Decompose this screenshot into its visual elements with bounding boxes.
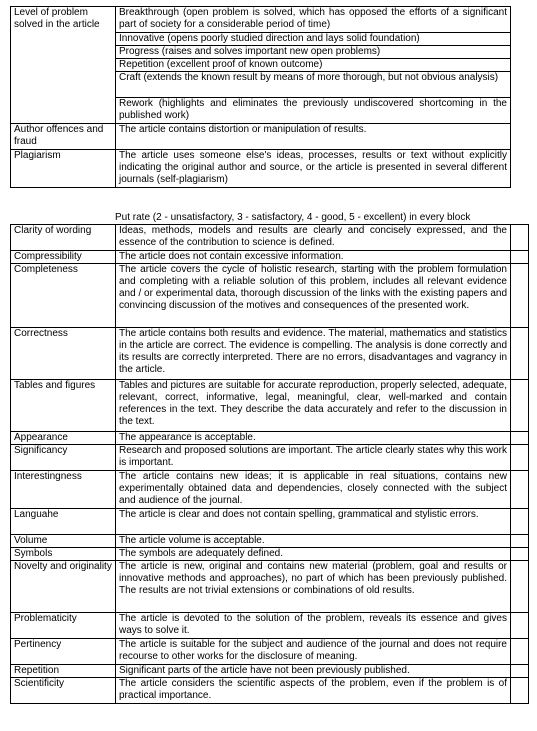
- criterion-label: Compressibility: [11, 251, 116, 264]
- rate-cell[interactable]: [511, 561, 529, 613]
- criterion-label: Tables and figures: [11, 380, 116, 432]
- table-row: [11, 509, 529, 535]
- rate-cell[interactable]: [511, 613, 529, 639]
- criterion-description: Progress (raises and solves important new open problems): [116, 46, 511, 59]
- table-row: [11, 380, 529, 432]
- rate-cell[interactable]: [511, 535, 529, 548]
- table-row: [11, 471, 529, 509]
- rate-cell[interactable]: [511, 225, 529, 251]
- criterion-description: The article does not contain excessive information.: [116, 251, 511, 264]
- rate-cell[interactable]: [511, 380, 529, 432]
- table-row: [11, 124, 511, 150]
- criterion-description: Rework (highlights and eliminates the previously undiscovered shortcoming in the published work): [116, 98, 511, 124]
- table-row: [11, 225, 529, 251]
- criterion-description: The article volume is acceptable.: [116, 535, 511, 548]
- criterion-label: Correctness: [11, 328, 116, 380]
- table-row: [11, 613, 529, 639]
- criterion-label: Scientificity: [11, 678, 116, 704]
- criterion-label: Volume: [11, 535, 116, 548]
- table-row: [11, 639, 529, 665]
- rate-cell[interactable]: [511, 665, 529, 678]
- criterion-description: Tables and pictures are suitable for accurate reproduction, properly selected, adequate, relevant, correct, informative, legal, meaningful, clear, well-marked and contain references in the text. They describe the data accurately and refer to the discussion in the text.: [116, 380, 511, 432]
- criterion-label: Symbols: [11, 548, 116, 561]
- problem-level-table: [10, 6, 511, 188]
- criterion-description: The article is suitable for the subject and audience of the journal and does not require recourse to other works for the disclosure of meaning.: [116, 639, 511, 665]
- criterion-description: The article is clear and does not contain spelling, grammatical and stylistic errors.: [116, 509, 511, 535]
- rate-cell[interactable]: [511, 471, 529, 509]
- criterion-label: Clarity of wording: [11, 225, 116, 251]
- table-row: [11, 150, 511, 188]
- criterion-description: Innovative (opens poorly studied direction and lays solid foundation): [116, 33, 511, 46]
- criterion-label: Level of problem solved in the article: [11, 7, 116, 124]
- criterion-description: The article is devoted to the solution of the problem, reveals its essence and gives ways to solve it.: [116, 613, 511, 639]
- rate-cell[interactable]: [511, 328, 529, 380]
- criterion-label: Repetition: [11, 665, 116, 678]
- criterion-description: Ideas, methods, models and results are clearly and concisely expressed, and the essence of the contribution to science is defined.: [116, 225, 511, 251]
- rating-table: [10, 224, 529, 704]
- criterion-label: Completeness: [11, 264, 116, 328]
- criterion-label: Interestingness: [11, 471, 116, 509]
- table-row: [11, 678, 529, 704]
- table-row: [11, 328, 529, 380]
- criterion-description: The article contains new ideas; it is applicable in real situations, contains new experimentally obtained data and dependencies, closely connected with the subject and audience of the journal.: [116, 471, 511, 509]
- table-row: [11, 251, 529, 264]
- criterion-description: Repetition (excellent proof of known outcome): [116, 59, 511, 72]
- rate-cell[interactable]: [511, 251, 529, 264]
- rate-cell[interactable]: [511, 264, 529, 328]
- criterion-label: Languahe: [11, 509, 116, 535]
- criterion-label: Appearance: [11, 432, 116, 445]
- table-row: [11, 445, 529, 471]
- table-row: [11, 7, 511, 33]
- criterion-description: Craft (extends the known result by means of more thorough, but not obvious analysis): [116, 72, 511, 98]
- rate-cell[interactable]: [511, 639, 529, 665]
- criterion-description: The article is new, original and contains new material (problem, goal and results or innovative methods and approaches), no part of which has been previously published. The results are not trivial extensions or combinations of old results.: [116, 561, 511, 613]
- table-row: [11, 548, 529, 561]
- criterion-description: The article covers the cycle of holistic research, starting with the problem formulation and completing with a reliable solution of this problem, includes all relevant evidence and / or experimental data, thorough discussion of the links with the existing papers and convincing discussion of the motives and consequences of the presented work.: [116, 264, 511, 328]
- table-row: [11, 665, 529, 678]
- criterion-label: Novelty and originality: [11, 561, 116, 613]
- criterion-description: Significant parts of the article have not been previously published.: [116, 665, 511, 678]
- rate-cell[interactable]: [511, 678, 529, 704]
- rate-cell[interactable]: [511, 548, 529, 561]
- criterion-description: The appearance is acceptable.: [116, 432, 511, 445]
- criterion-description: The article uses someone else's ideas, processes, results or text without explicitly indicating the original author and source, or the article is presented in several different journals (self-plagiarism): [116, 150, 511, 188]
- table-row: [11, 432, 529, 445]
- table-row: [11, 264, 529, 328]
- criterion-description: The article contains distortion or manipulation of results.: [116, 124, 511, 150]
- criterion-label: Problematicity: [11, 613, 116, 639]
- criterion-description: Breakthrough (open problem is solved, which has opposed the efforts of a significant part of society for a considerable period of time): [116, 7, 511, 33]
- criterion-label: Plagiarism: [11, 150, 116, 188]
- rate-instruction: Put rate (2 - unsatisfactory, 3 - satisfactory, 4 - good, 5 - excellent) in every block: [115, 212, 471, 223]
- rate-cell[interactable]: [511, 509, 529, 535]
- criterion-description: Research and proposed solutions are important. The article clearly states why this work is important.: [116, 445, 511, 471]
- criterion-description: The article considers the scientific aspects of the problem, even if the problem is of practical importance.: [116, 678, 511, 704]
- table-row: [11, 561, 529, 613]
- rate-cell[interactable]: [511, 445, 529, 471]
- criterion-description: The symbols are adequately defined.: [116, 548, 511, 561]
- criterion-label: Author offences and fraud: [11, 124, 116, 150]
- rate-cell[interactable]: [511, 432, 529, 445]
- criterion-label: Significancy: [11, 445, 116, 471]
- criterion-label: Pertinency: [11, 639, 116, 665]
- criterion-description: The article contains both results and evidence. The material, mathematics and statistics in the article are correct. The evidence is compelling. The analysis is done correctly and its results are correctly interpreted. There are no errors, disadvantages and vagrancy in the article.: [116, 328, 511, 380]
- table-row: [11, 535, 529, 548]
